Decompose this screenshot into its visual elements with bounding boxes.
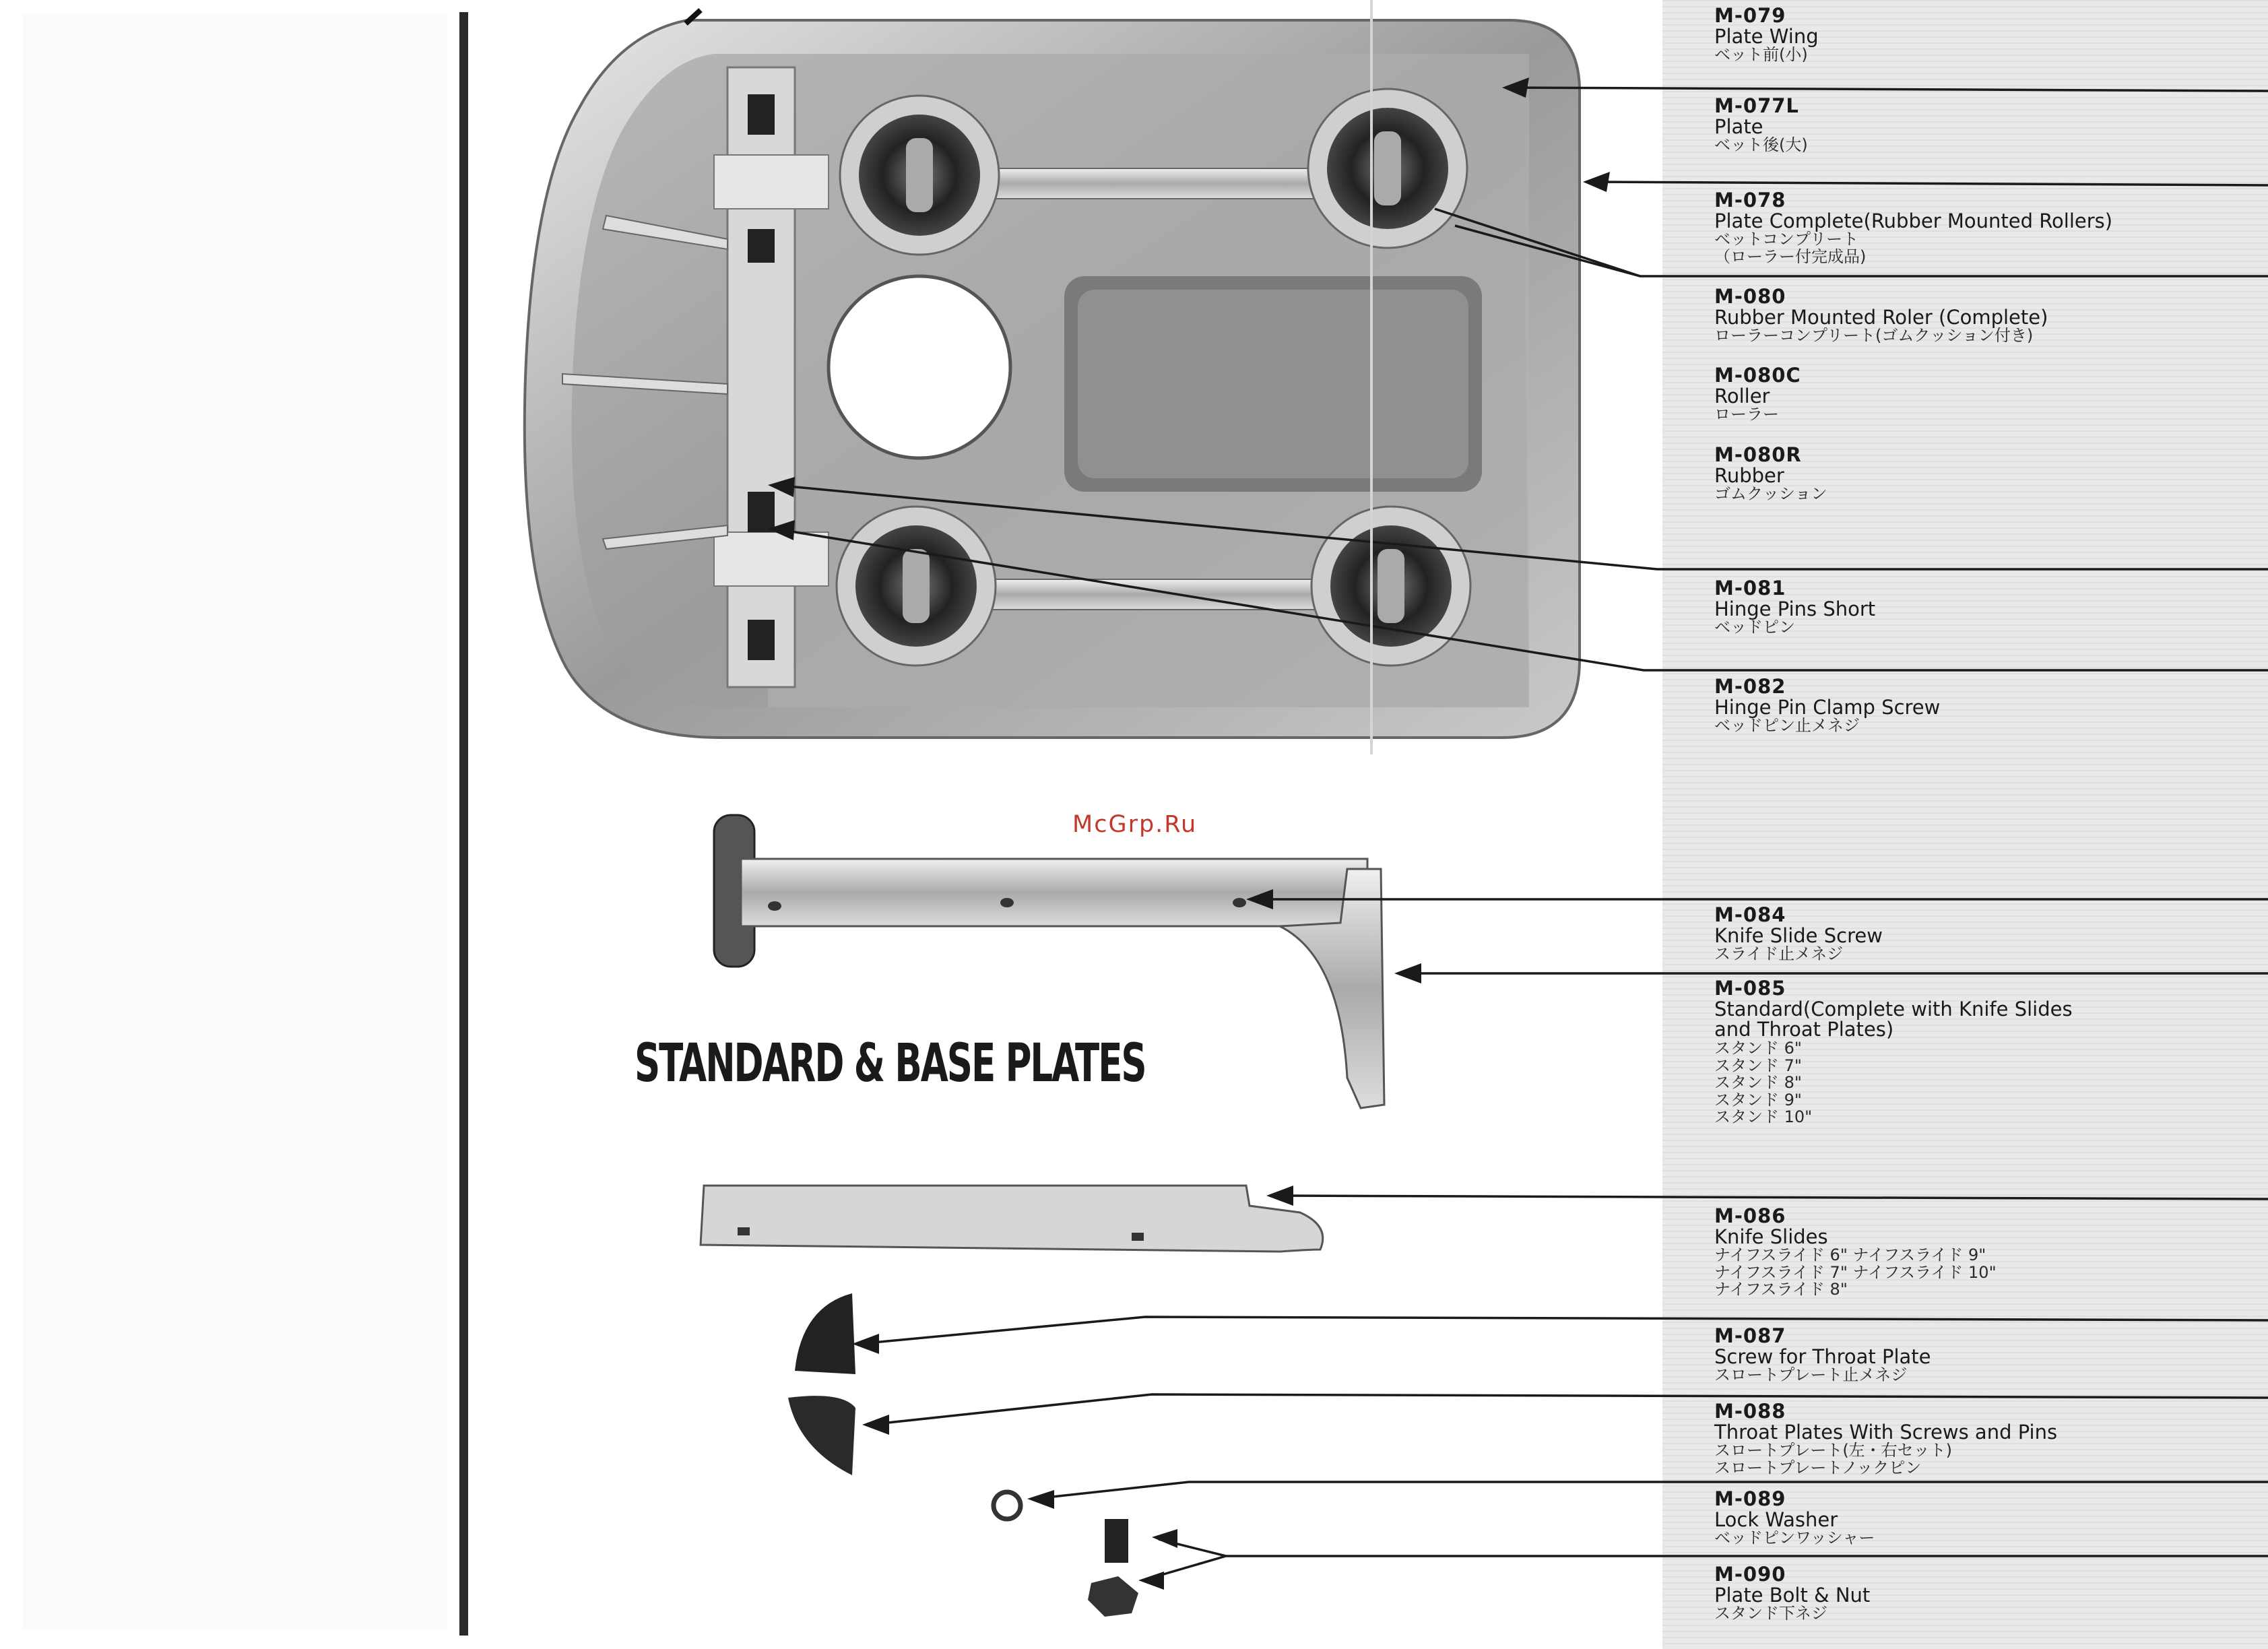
part-entry-m081 <box>1714 578 2267 637</box>
center-hole <box>829 276 1010 458</box>
part-name: Knife Slides <box>1714 1225 1828 1248</box>
part-code: M-088 <box>1714 1400 1786 1423</box>
throat-plate-left <box>795 1293 855 1374</box>
part-name-jp: スロートプレート(左・右セット) <box>1714 1441 1953 1460</box>
part-code: M-081 <box>1714 577 1786 600</box>
part-name: Plate Bolt & Nut <box>1714 1583 1871 1607</box>
part-name-jp: ベット前(小) <box>1714 45 1808 65</box>
part-entry-m082 <box>1714 676 2267 735</box>
part-code: M-084 <box>1714 903 1786 926</box>
part-name-jp: スタンド 8" <box>1714 1073 1802 1093</box>
part-name-jp: ナイフスライド 7" ナイフスライド 10" <box>1714 1262 1997 1282</box>
part-name: Rubber <box>1714 463 1784 487</box>
part-code: M-080R <box>1714 443 1802 466</box>
roller-top-right <box>1308 89 1467 248</box>
part-name: Plate Wing <box>1714 24 1819 48</box>
part-name: Screw for Throat Plate <box>1714 1345 1931 1368</box>
lock-washer <box>994 1492 1020 1519</box>
roller-bottom-right <box>1311 507 1470 666</box>
part-name: and Throat Plates) <box>1714 1018 1894 1041</box>
part-code: M-086 <box>1714 1204 1786 1227</box>
section-title: STANDARD & BASE PLATES <box>635 1033 1146 1094</box>
part-entry-m080 <box>1714 286 2267 345</box>
part-name-jp: ベッドピン止メネジ <box>1714 716 1860 736</box>
part-entry-m078 <box>1714 190 2267 265</box>
part-code: M-080 <box>1714 285 1786 308</box>
part-name: Rubber Mounted Roler (Complete) <box>1714 305 2048 329</box>
part-name-jp: ローラー <box>1714 405 1779 424</box>
part-entry-m088 <box>1714 1401 2267 1477</box>
part-entry-m080c <box>1714 365 2267 424</box>
part-code: M-079 <box>1714 4 1786 27</box>
part-entry-m084 <box>1714 905 2267 963</box>
part-name-jp: スタンド 7" <box>1714 1056 1802 1075</box>
part-entry-m090 <box>1714 1564 2267 1623</box>
part-name: Roller <box>1714 384 1770 408</box>
part-name-jp: ゴムクッション <box>1714 484 1827 504</box>
part-name-jp: ベット後(大) <box>1714 135 1808 155</box>
part-name-jp: スタンド 6" <box>1714 1039 1802 1058</box>
part-name-jp: スライド止メネジ <box>1714 944 1844 964</box>
part-name-jp: ナイフスライド 6" ナイフスライド 9" <box>1714 1246 1986 1265</box>
part-name-jp: （ローラー付完成品) <box>1714 247 1867 266</box>
plate-bolt <box>1105 1519 1128 1563</box>
knife-slide <box>701 1186 1323 1252</box>
part-name-jp: スロートプレートノックピン <box>1714 1458 1922 1477</box>
part-code: M-087 <box>1714 1324 1786 1347</box>
part-name: Hinge Pin Clamp Screw <box>1714 695 1941 719</box>
part-code: M-089 <box>1714 1487 1786 1510</box>
part-code: M-077L <box>1714 94 1799 117</box>
part-code: M-085 <box>1714 977 1786 1000</box>
part-entry-m086 <box>1714 1206 2267 1299</box>
part-code: M-080C <box>1714 364 1801 387</box>
part-name: Lock Washer <box>1714 1508 1838 1531</box>
part-name-jp: スタンド下ネジ <box>1714 1604 1827 1623</box>
watermark: McGrp.Ru <box>1072 811 1198 838</box>
part-entry-m087 <box>1714 1326 2267 1384</box>
part-entry-m079 <box>1714 5 2267 64</box>
part-name-jp: スタンド 10" <box>1714 1107 1813 1126</box>
roller-top-left <box>840 96 999 255</box>
part-name: Plate <box>1714 115 1763 138</box>
part-name-jp: ナイフスライド 8" <box>1714 1280 1848 1299</box>
part-entry-m089 <box>1714 1489 2267 1547</box>
part-name: Throat Plates With Screws and Pins <box>1714 1420 2058 1444</box>
plate-nut <box>1088 1576 1138 1617</box>
part-entry-m077l <box>1714 96 2267 154</box>
part-name: Knife Slide Screw <box>1714 924 1883 947</box>
part-name-jp: スロートプレート止メネジ <box>1714 1365 1908 1385</box>
roller-bottom-left <box>837 507 996 666</box>
part-code: M-090 <box>1714 1563 1786 1586</box>
throat-plate-right <box>788 1396 855 1475</box>
part-name: Standard(Complete with Knife Slides <box>1714 997 2073 1021</box>
part-name-jp: スタンド 9" <box>1714 1090 1802 1109</box>
part-name-jp: ベットコンプリート <box>1714 230 1859 249</box>
part-entry-m085 <box>1714 978 2267 1126</box>
part-code: M-078 <box>1714 189 1786 212</box>
part-entry-m080r <box>1714 445 2267 503</box>
part-name-jp: ベッドピンワッシャー <box>1714 1528 1875 1548</box>
page-fold <box>1370 0 1373 754</box>
part-code: M-082 <box>1714 675 1786 698</box>
part-name: Plate Complete(Rubber Mounted Rollers) <box>1714 209 2113 232</box>
part-name-jp: ローラーコンプリート(ゴムクッション付き) <box>1714 326 2034 346</box>
part-name: Hinge Pins Short <box>1714 597 1876 620</box>
base-plate <box>525 20 1580 738</box>
part-name-jp: ベッドピン <box>1714 618 1795 637</box>
